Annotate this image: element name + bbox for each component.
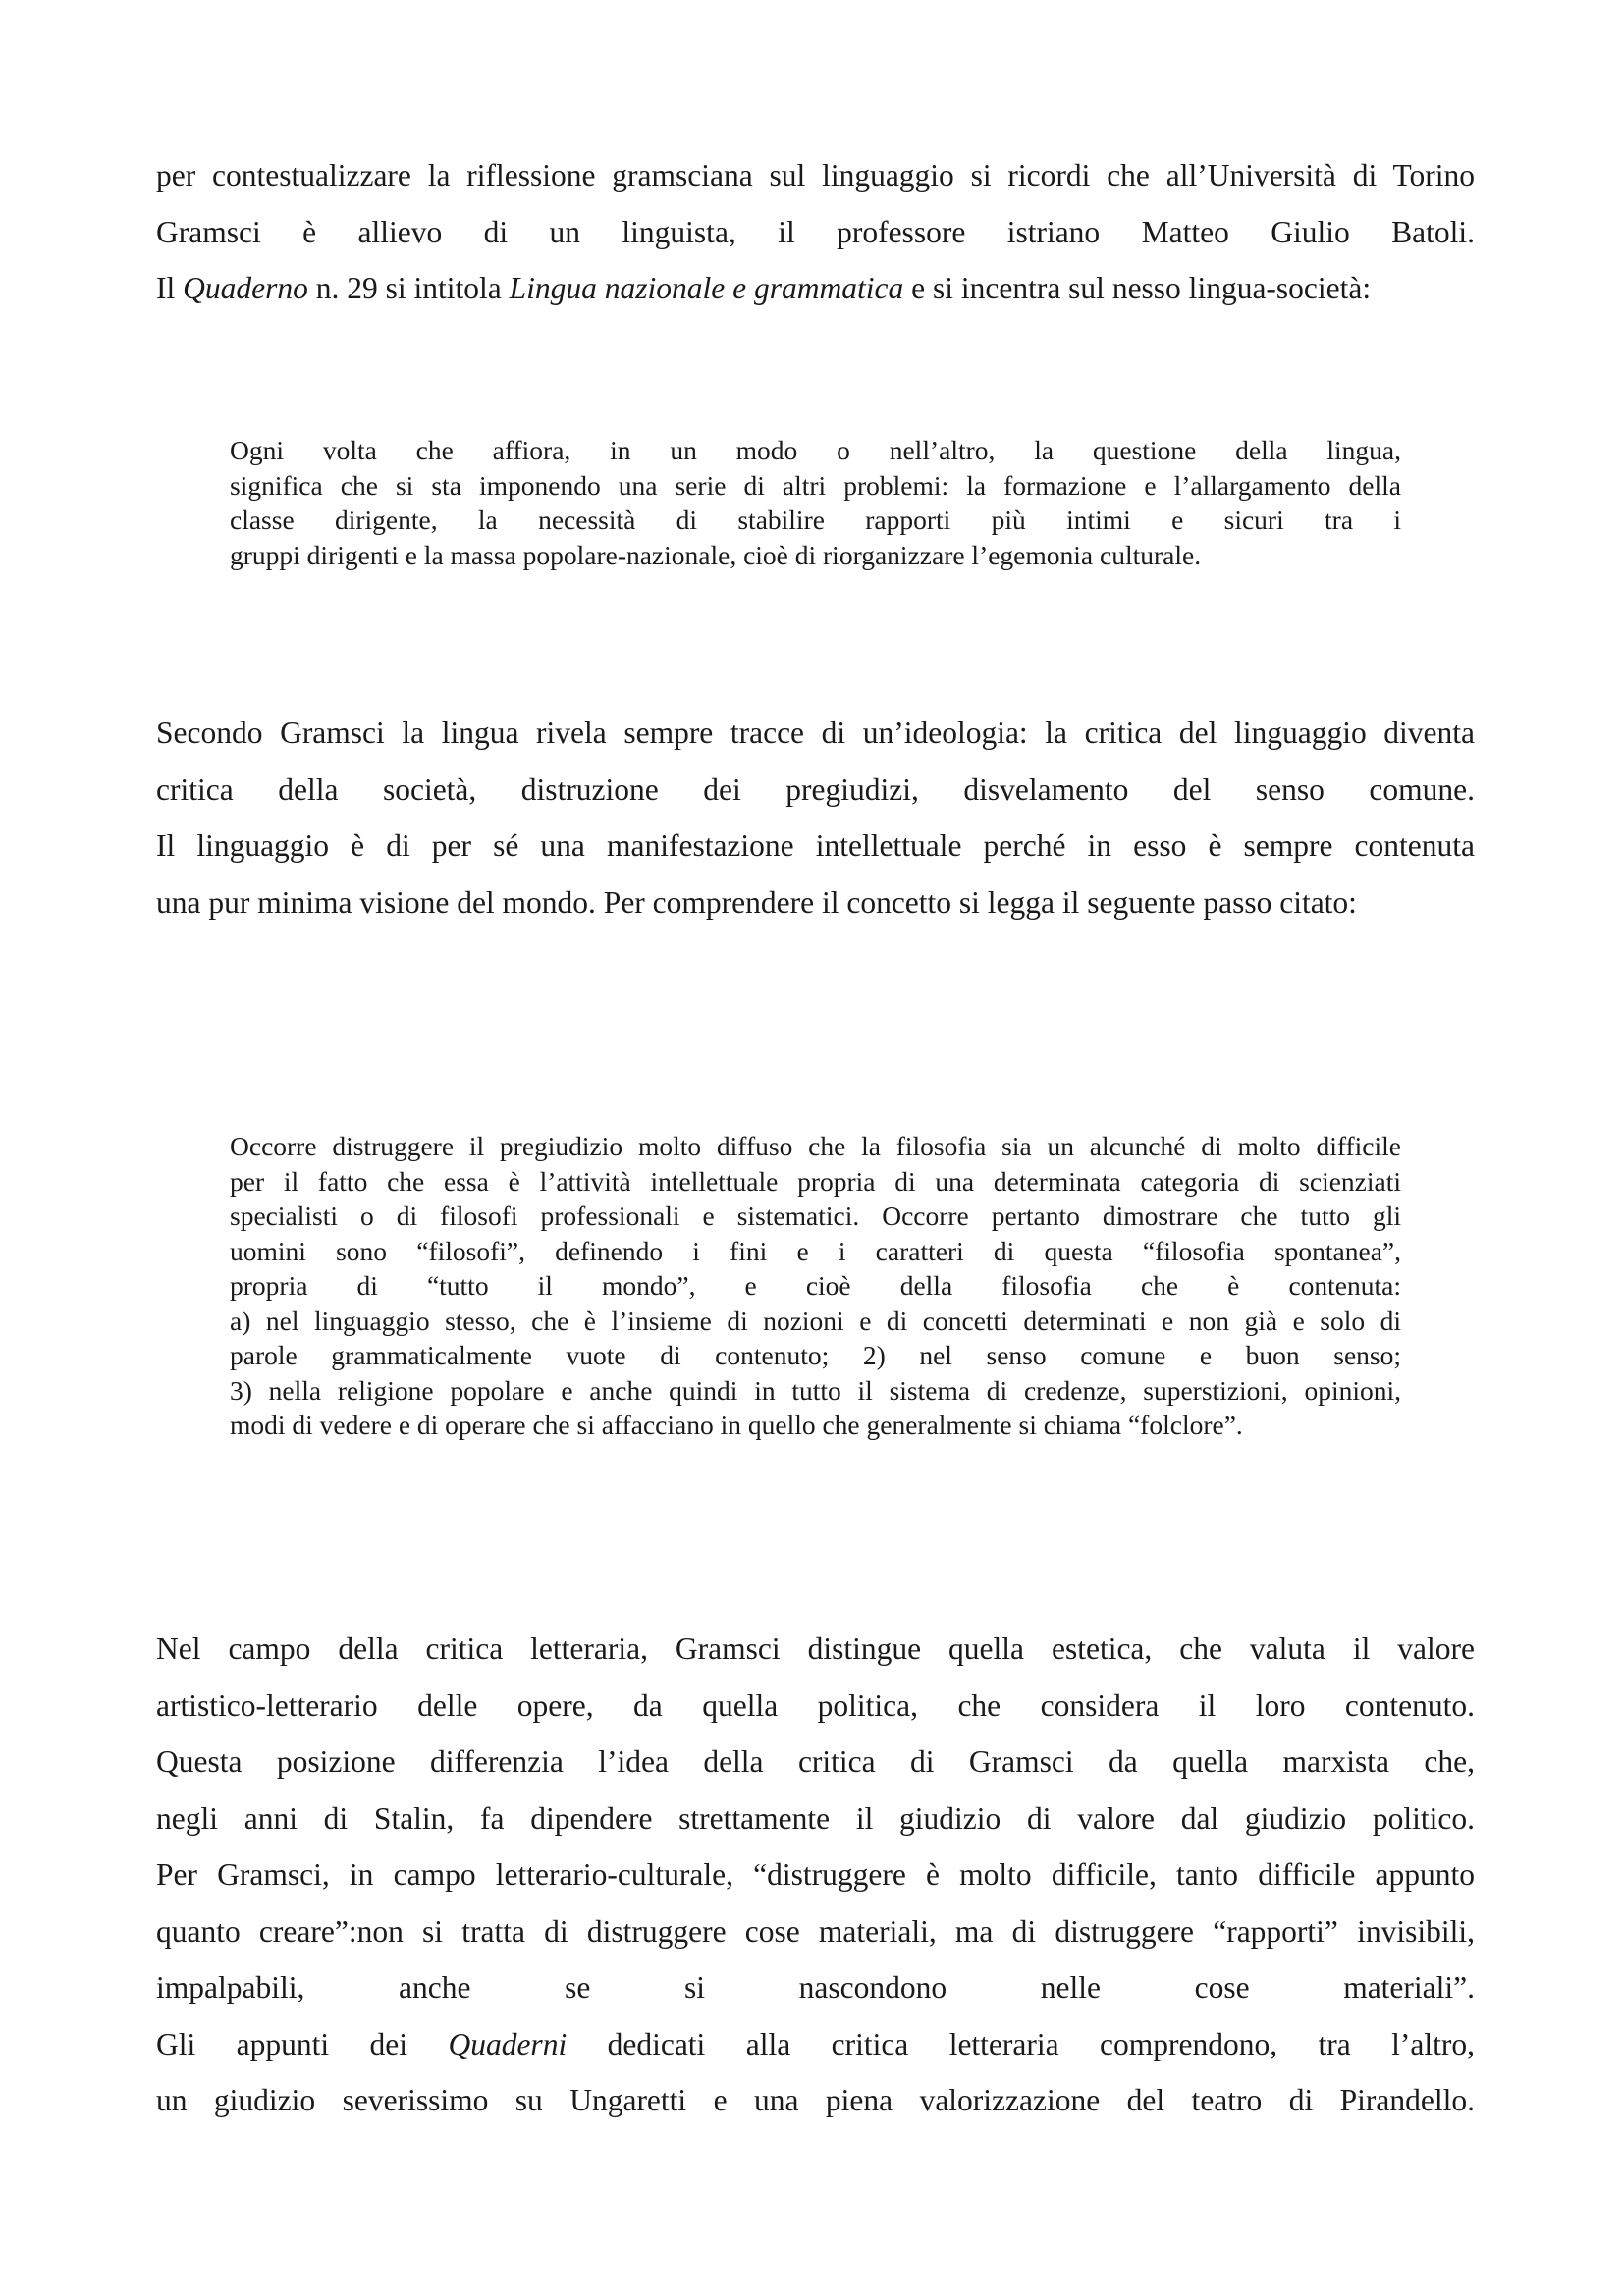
text-run: dedicati alla critica letteraria comprendono, tra l’altro,: [567, 2026, 1475, 2061]
quaderno-title: Quaderno: [183, 271, 308, 305]
block-quote-2: [230, 1129, 1401, 1443]
text-run: Il: [156, 271, 184, 305]
quote-2-line-9: modi di vedere e di operare che si affacciano in quello che generalmente si chiama “folclore”.: [230, 1410, 1243, 1440]
quote-2-line-4: uomini sono “filosofi”, definendo i fini e i caratteri di questa “filosofia spontanea”,: [230, 1235, 1401, 1266]
quote-1-line-4: gruppi dirigenti e la massa popolare-nazionale, cioè di riorganizzare l’egemonia culturale.: [230, 539, 1202, 570]
paragraph-3-line-4: negli anni di Stalin, fa dipendere strettamente il giudizio di valore dal giudizio politico.: [156, 1800, 1475, 1836]
paragraph-1-line-3: [156, 260, 1475, 317]
paragraph-3-line-1: Nel campo della critica letteraria, Gramsci distingue quella estetica, che valuta il valore: [156, 1631, 1475, 1666]
paragraph-1: [156, 147, 1475, 317]
paragraph-3-line-6: quanto creare”:non si tratta di distruggere cose materiali, ma di distruggere “rapporti” invisibili,: [156, 1913, 1475, 1949]
paragraph-3: [156, 1621, 1475, 2129]
quote-2-line-6: a) nel linguaggio stesso, che è l’insieme di nozioni e di concetti determinati e non già e solo di: [230, 1305, 1401, 1336]
quote-2-line-5: propria di “tutto il mondo”, e cioè della filosofia che è contenuta:: [230, 1270, 1401, 1301]
text-run: e si incentra sul nesso lingua-società:: [903, 271, 1372, 305]
paragraph-2-line-2: critica della società, distruzione dei pregiudizi, disvelamento del senso comune.: [156, 772, 1475, 807]
quote-2-line-1: Occorre distruggere il pregiudizio molto diffuso che la filosofia sia un alcunché di molto difficile: [230, 1131, 1401, 1161]
quaderni-title: Quaderni: [448, 2026, 568, 2061]
text-run: Gli appunti dei: [156, 2026, 449, 2061]
paragraph-3-line-9: un giudizio severissimo su Ungaretti e una piena valorizzazione del teatro di Pirandello.: [156, 2083, 1475, 2117]
paragraph-3-line-2: artistico-letterario delle opere, da quella politica, che considera il loro contenuto.: [156, 1687, 1475, 1723]
paragraph-3-line-3: Questa posizione differenzia l’idea della critica di Gramsci da quella marxista che,: [156, 1744, 1475, 1779]
quote-2-line-8: 3) nella religione popolare e anche quindi in tutto il sistema di credenze, superstizioni, opinioni,: [230, 1374, 1401, 1406]
paragraph-1-line-2: Gramsci è allievo di un linguista, il professore istriano Matteo Giulio Batoli.: [156, 214, 1475, 249]
paragraph-3-line-8: [156, 2016, 1475, 2073]
quote-2-line-3: specialisti o di filosofi professionali e sistematici. Occorre pertanto dimostrare che tutto gli: [230, 1201, 1401, 1231]
quote-1-line-3: classe dirigente, la necessità di stabilire rapporti più intimi e sicuri tra i: [230, 505, 1401, 535]
text-run: n. 29 si intitola: [307, 271, 510, 305]
quote-1-line-1: Ogni volta che affiora, in un modo o nell’altro, la questione della lingua,: [230, 435, 1401, 465]
paragraph-2-line-3: Il linguaggio è di per sé una manifestazione intellettuale perché in esso è sempre contenuta: [156, 828, 1475, 863]
paragraph-3-line-5: Per Gramsci, in campo letterario-culturale, “distruggere è molto difficile, tanto difficile appunto: [156, 1857, 1475, 1892]
paragraph-2: [156, 705, 1475, 931]
paragraph-1-line-1: per contestualizzare la riflessione gramsciana sul linguaggio si ricordi che all’Università di Torino: [156, 158, 1475, 192]
paragraph-2-line-1: Secondo Gramsci la lingua rivela sempre tracce di un’ideologia: la critica del linguaggio diventa: [156, 716, 1475, 750]
paragraph-2-line-4: una pur minima visione del mondo. Per comprendere il concetto si legga il seguente passo citato:: [156, 884, 1357, 920]
paragraph-3-line-7: impalpabili, anche se si nascondono nelle cose materiali”.: [156, 1970, 1475, 2004]
block-quote-1: [230, 433, 1401, 572]
quote-2-line-2: per il fatto che essa è l’attività intellettuale propria di una determinata categoria di scienziati: [230, 1165, 1401, 1197]
quote-1-line-2: significa che si sta imponendo una serie di altri problemi: la formazione e l’allargamento della: [230, 469, 1401, 501]
lingua-nazionale-title: Lingua nazionale e grammatica: [509, 271, 904, 305]
quote-2-line-7: parole grammaticalmente vuote di contenuto; 2) nel senso comune e buon senso;: [230, 1340, 1401, 1370]
